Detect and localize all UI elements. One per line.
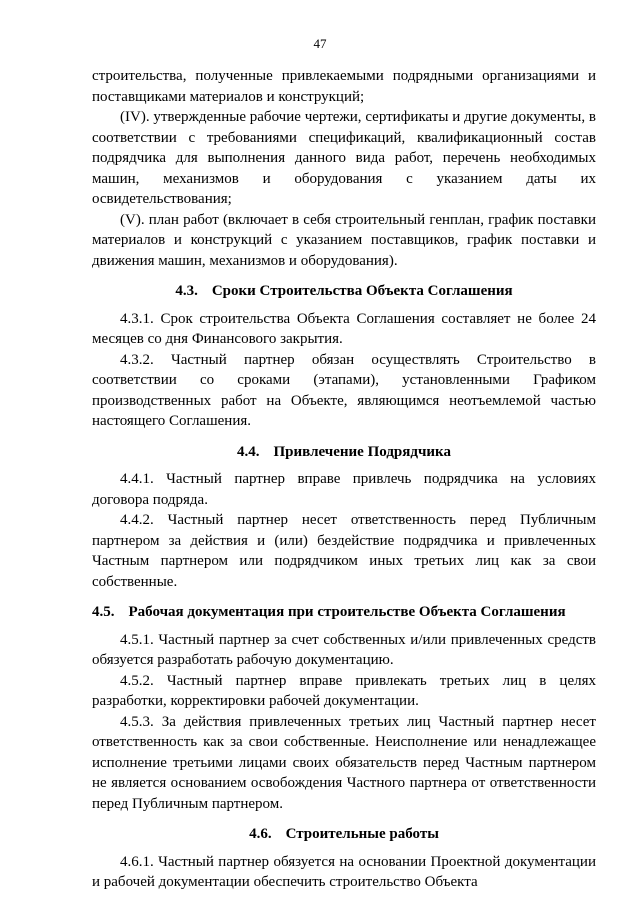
section-number: 4.3.: [175, 283, 198, 299]
section-title: Строительные работы: [285, 826, 439, 842]
paragraph: 4.4.2. Частный партнер несет ответственность перед Публичным партнером за действия и (или) бездействие подрядчика и привлеченных Частным партнером или подрядчиком иных третьих лиц как за свои собственные.: [92, 512, 596, 590]
section-title: Привлечение Подрядчика: [273, 443, 451, 460]
section-title: Рабочая документация при строительстве Объекта Соглашения: [128, 604, 566, 620]
paragraph: 4.4.1. Частный партнер вправе привлечь подрядчика на условиях договора подряда.: [92, 471, 596, 508]
paragraph: 4.6.1. Частный партнер обязуется на основании Проектной документации и рабочей документации обеспечить строительство Объекта: [92, 853, 596, 890]
document-body: [92, 66, 596, 893]
paragraph: 4.5.2. Частный партнер вправе привлекать третьих лиц в целях разработки, корректировки рабочей документации.: [92, 672, 596, 709]
paragraph: 4.3.2. Частный партнер обязан осуществлять Строительство в соответствии со сроками (этапами), установленными Графиком производственных работ на Объекте, являющимся неотъемлемой частью настоящего Соглашения.: [92, 351, 596, 429]
paragraph: 4.5.1. Частный партнер за счет собственных и/или привлеченных средств обязуется разработать рабочую документацию.: [92, 631, 596, 668]
paragraph: (IV). утвержденные рабочие чертежи, сертификаты и другие документы, в соответствии с требованиями спецификаций, квалификационный состав подрядчика для выполнения данного вида работ, перечень необходимых машин, механизмов и оборудования с указанием даты их освидетельствования;: [92, 109, 596, 207]
section-heading: [92, 442, 596, 463]
paragraph: 4.3.1. Срок строительства Объекта Соглашения составляет не более 24 месяцев со дня Финансового закрытия.: [92, 310, 596, 347]
section-heading: [92, 602, 596, 623]
page-number: 47: [313, 36, 327, 51]
paragraph: строительства, полученные привлекаемыми подрядными организациями и поставщиками материалов и конструкций;: [92, 68, 596, 105]
section-number: 4.6.: [249, 826, 272, 842]
section-title: Сроки Строительства Объекта Соглашения: [211, 283, 513, 299]
paragraph: 4.5.3. За действия привлеченных третьих лиц Частный партнер несет ответственность как за свои собственные. Неисполнение или ненадлежащее исполнение третьими лицами своих обязательств перед Частным партнером не является основанием освобождения Частного партнера от ответственности перед Публичным партнером.: [92, 713, 596, 812]
section-heading: [92, 281, 596, 302]
section-number: 4.4.: [237, 443, 260, 460]
section-heading: [92, 824, 596, 845]
section-number: 4.5.: [92, 604, 115, 620]
paragraph: (V). план работ (включает в себя строительный генплан, график поставки материалов и конструкций с указанием поставщиков, график поставки и движения машин, механизмов и оборудования).: [92, 211, 596, 269]
